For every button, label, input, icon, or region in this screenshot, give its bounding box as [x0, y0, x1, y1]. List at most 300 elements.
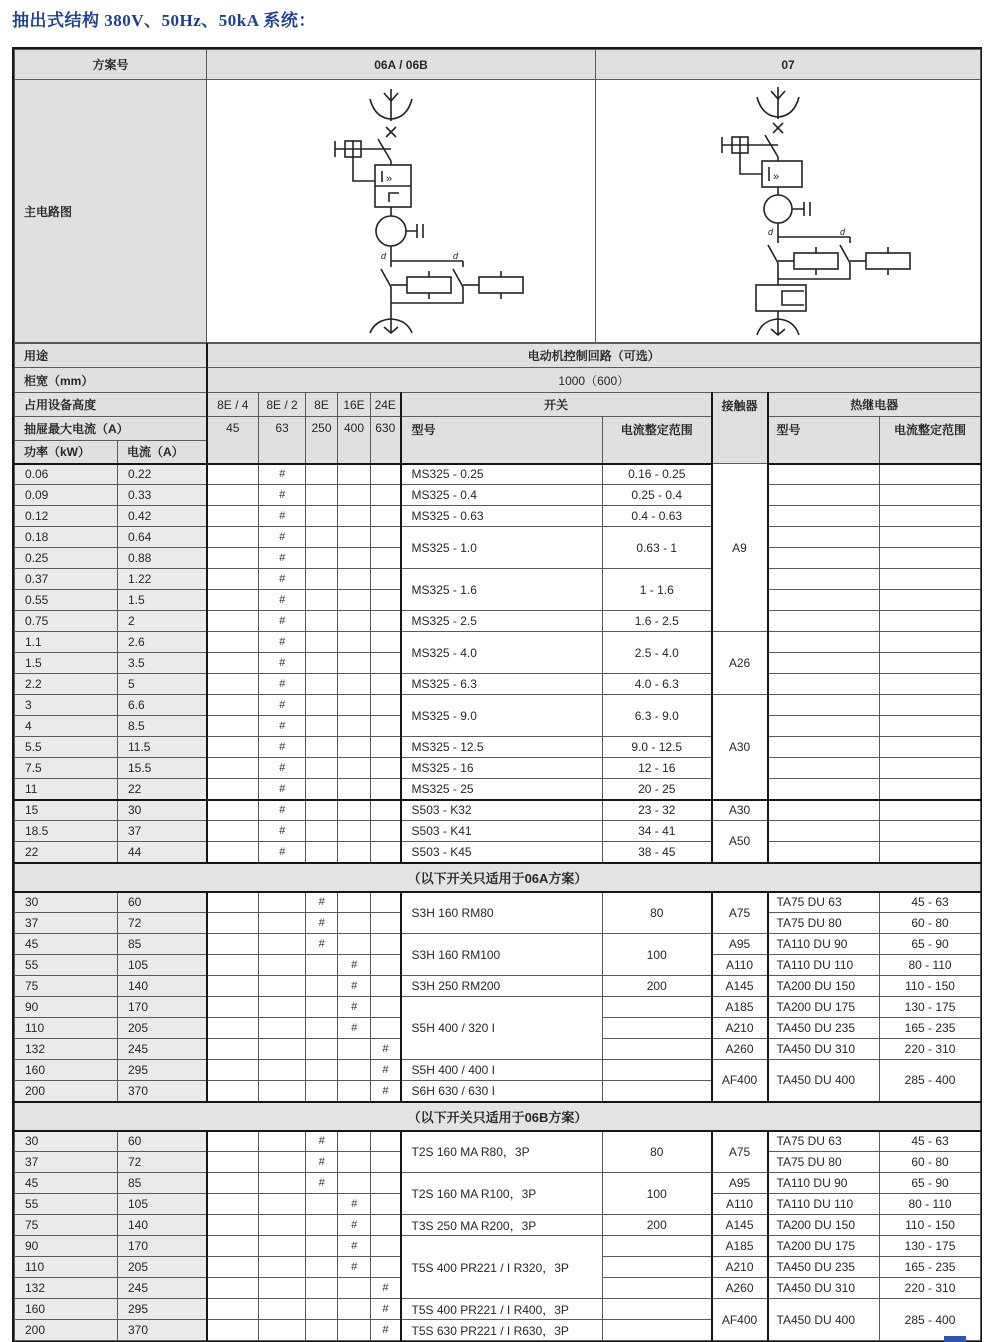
thermal-range-cell — [880, 464, 981, 485]
power-cell: 55 — [15, 1194, 118, 1215]
svg-text:»: » — [773, 171, 780, 183]
unit-mark-cell — [207, 674, 259, 695]
unit-mark-cell — [207, 569, 259, 590]
power-cell: 18.5 — [15, 821, 118, 842]
unit-mark-cell — [338, 1060, 371, 1081]
unit-mark-cell: # — [306, 934, 338, 955]
unit-mark-cell — [259, 1194, 306, 1215]
device-height-label-cell: 占用设备高度 — [15, 393, 207, 417]
power-cell: 30 — [15, 1131, 118, 1152]
unit-mark-cell — [338, 892, 371, 913]
power-cell: 0.55 — [15, 590, 118, 611]
unit-mark-cell — [207, 527, 259, 548]
unit-mark-cell — [259, 1278, 306, 1299]
thermal-model-cell — [768, 590, 880, 611]
current-cell: 170 — [118, 1236, 207, 1257]
unit-mark-cell — [338, 1299, 371, 1320]
unit-mark-cell — [306, 1320, 338, 1341]
unit-mark-cell — [306, 842, 338, 863]
unit-mark-cell — [306, 821, 338, 842]
unit-mark-cell — [306, 1060, 338, 1081]
unit-mark-cell — [338, 800, 371, 821]
unit-mark-cell — [259, 1236, 306, 1257]
unit-mark-cell — [338, 842, 371, 863]
unit-mark-cell — [338, 527, 371, 548]
unit-mark-cell — [259, 1173, 306, 1194]
thermal-model-cell: TA110 DU 110 — [768, 1194, 880, 1215]
switch-model-cell: S503 - K32 — [401, 800, 603, 821]
unit-mark-cell — [338, 1320, 371, 1341]
switch-range-cell — [603, 997, 712, 1018]
unit-mark-cell — [371, 892, 401, 913]
thermal-model-cell — [768, 695, 880, 716]
thermal-range-cell — [880, 632, 981, 653]
unit-mark-cell — [371, 590, 401, 611]
unit-mark-cell: # — [259, 548, 306, 569]
unit-mark-cell — [207, 485, 259, 506]
contactor-cell: A9 — [712, 464, 768, 632]
power-cell: 37 — [15, 913, 118, 934]
switch-range-cell — [603, 1278, 712, 1299]
current-cell: 30 — [118, 800, 207, 821]
thermal-range-cell — [880, 506, 981, 527]
contactor-group-header: 接触器 — [712, 393, 768, 464]
current-cell: 0.42 — [118, 506, 207, 527]
unit-mark-cell — [371, 737, 401, 758]
current-cell: 0.64 — [118, 527, 207, 548]
unit-mark-cell — [338, 1173, 371, 1194]
current-cell: 3.5 — [118, 653, 207, 674]
unit-mark-cell — [371, 653, 401, 674]
unit-mark-cell: # — [338, 997, 371, 1018]
unit-mark-cell — [207, 779, 259, 800]
current-cell: 140 — [118, 1215, 207, 1236]
thermal-model-cell: TA110 DU 90 — [768, 1173, 880, 1194]
switch-model-header: 型号 — [401, 417, 603, 464]
unit-mark-cell: # — [259, 716, 306, 737]
unit-mark-cell: # — [259, 674, 306, 695]
unit-mark-cell — [371, 1236, 401, 1257]
switch-model-cell: MS325 - 4.0 — [401, 632, 603, 674]
thermal-range-cell: 285 - 400 — [880, 1299, 981, 1341]
scheme-label-cell: 方案号 — [15, 50, 207, 80]
unit-mark-cell — [371, 934, 401, 955]
unit-mark-cell — [371, 758, 401, 779]
unit-mark-cell — [371, 716, 401, 737]
contactor-cell: A75 — [712, 892, 768, 934]
unit-mark-cell — [207, 1194, 259, 1215]
switch-model-cell: S3H 160 RM100 — [401, 934, 603, 976]
unit-mark-cell: # — [259, 590, 306, 611]
unit-mark-cell — [306, 464, 338, 485]
unit-mark-cell — [338, 548, 371, 569]
unit-mark-cell — [207, 934, 259, 955]
unit-mark-cell — [306, 1236, 338, 1257]
current-cell: 72 — [118, 913, 207, 934]
thermal-range-cell: 80 - 110 — [880, 1194, 981, 1215]
unit-mark-cell: # — [338, 976, 371, 997]
unit-mark-cell — [306, 779, 338, 800]
diagram-cell-07 — [596, 80, 981, 343]
cabinet-width-label-cell: 柜宽（mm） — [15, 368, 207, 393]
power-cell: 45 — [15, 934, 118, 955]
switch-model-cell: T2S 160 MA R100，3P — [401, 1173, 603, 1215]
unit-mark-cell — [259, 955, 306, 976]
unit-mark-cell: # — [259, 842, 306, 863]
power-cell: 110 — [15, 1257, 118, 1278]
thermal-model-cell: TA75 DU 80 — [768, 1152, 880, 1173]
unit-mark-cell: # — [338, 1018, 371, 1039]
switch-range-cell: 34 - 41 — [603, 821, 712, 842]
power-cell: 90 — [15, 1236, 118, 1257]
contactor-cell: A260 — [712, 1039, 768, 1060]
switch-model-cell: S5H 400 / 400 I — [401, 1060, 603, 1081]
unit-mark-cell — [259, 913, 306, 934]
unit-mark-cell — [207, 737, 259, 758]
unit-mark-cell — [371, 1194, 401, 1215]
main-circuit-diagram-06a-06b — [271, 87, 531, 335]
unit-mark-cell — [259, 1215, 306, 1236]
switch-range-cell — [603, 1018, 712, 1039]
unit-mark-cell: # — [338, 1194, 371, 1215]
unit-mark-cell — [207, 842, 259, 863]
unit-mark-cell — [207, 821, 259, 842]
unit-mark-cell — [371, 611, 401, 632]
unit-mark-cell — [338, 569, 371, 590]
switch-model-cell: MS325 - 2.5 — [401, 611, 603, 632]
cabinet-width-value-cell: 1000（600） — [207, 368, 981, 393]
thermal-range-cell: 80 - 110 — [880, 955, 981, 976]
unit-mark-cell — [306, 548, 338, 569]
current-cell: 1.22 — [118, 569, 207, 590]
unit-mark-cell — [207, 1173, 259, 1194]
unit-mark-cell — [306, 590, 338, 611]
current-cell: 245 — [118, 1039, 207, 1060]
thermal-model-cell — [768, 548, 880, 569]
scheme-diagram-table — [14, 49, 981, 343]
thermal-model-cell — [768, 464, 880, 485]
thermal-model-cell — [768, 653, 880, 674]
unit-mark-cell: # — [259, 737, 306, 758]
power-cell: 132 — [15, 1039, 118, 1060]
thermal-range-cell — [880, 611, 981, 632]
unit-mark-cell: # — [259, 821, 306, 842]
switch-model-cell: S6H 630 / 630 I — [401, 1081, 603, 1102]
unit-mark-cell — [338, 716, 371, 737]
unit-mark-cell: # — [338, 1215, 371, 1236]
power-cell: 5.5 — [15, 737, 118, 758]
unit-mark-cell — [371, 842, 401, 863]
thermal-model-cell: TA200 DU 175 — [768, 1236, 880, 1257]
thermal-range-cell: 130 - 175 — [880, 1236, 981, 1257]
unit-mark-cell — [259, 1257, 306, 1278]
current-cell: 140 — [118, 976, 207, 997]
thermal-model-cell — [768, 569, 880, 590]
unit-mark-cell — [306, 506, 338, 527]
unit-mark-cell — [338, 821, 371, 842]
power-cell: 15 — [15, 800, 118, 821]
thermal-range-cell: 60 - 80 — [880, 913, 981, 934]
switch-model-cell: MS325 - 0.4 — [401, 485, 603, 506]
thermal-model-cell — [768, 737, 880, 758]
unit-mark-cell — [207, 506, 259, 527]
unit-mark-cell: # — [371, 1060, 401, 1081]
switch-range-cell — [603, 1320, 712, 1341]
switch-range-cell: 6.3 - 9.0 — [603, 695, 712, 737]
unit-mark-cell — [259, 1039, 306, 1060]
current-cell: 370 — [118, 1320, 207, 1341]
thermal-model-cell — [768, 758, 880, 779]
unit-mark-cell: # — [371, 1039, 401, 1060]
unit-mark-cell — [371, 674, 401, 695]
switch-model-cell: S503 - K45 — [401, 842, 603, 863]
unit-mark-cell — [371, 913, 401, 934]
thermal-range-cell — [880, 800, 981, 821]
unit-mark-cell: # — [338, 1257, 371, 1278]
thermal-group-header: 热继电器 — [768, 393, 981, 417]
svg-text:d: d — [840, 227, 846, 237]
unit-mark-cell — [207, 1018, 259, 1039]
power-cell: 1.1 — [15, 632, 118, 653]
switch-range-cell: 80 — [603, 892, 712, 934]
switch-range-cell: 80 — [603, 1131, 712, 1173]
unit-mark-cell — [207, 695, 259, 716]
svg-text:»: » — [386, 173, 393, 185]
current-cell: 15.5 — [118, 758, 207, 779]
unit-mark-cell — [259, 997, 306, 1018]
unit-mark-cell — [207, 997, 259, 1018]
unit-mark-cell — [306, 527, 338, 548]
current-cell: 44 — [118, 842, 207, 863]
unit-mark-cell — [207, 1152, 259, 1173]
power-cell: 37 — [15, 1152, 118, 1173]
unit-mark-cell — [338, 464, 371, 485]
diagram-label-cell: 主电路图 — [15, 80, 207, 343]
current-cell: 0.88 — [118, 548, 207, 569]
unit-mark-cell — [259, 1320, 306, 1341]
unit-mark-cell — [306, 716, 338, 737]
unit-mark-cell — [371, 997, 401, 1018]
unit-mark-cell — [207, 716, 259, 737]
unit-mark-cell: # — [338, 1236, 371, 1257]
unit-mark-cell — [207, 1131, 259, 1152]
diagram-cell-06 — [207, 80, 596, 343]
unit-mark-cell — [207, 1060, 259, 1081]
power-cell: 55 — [15, 955, 118, 976]
power-cell: 160 — [15, 1299, 118, 1320]
unit-mark-cell: # — [338, 955, 371, 976]
unit-mark-cell — [207, 758, 259, 779]
thermal-model-cell — [768, 821, 880, 842]
thermal-range-cell — [880, 485, 981, 506]
unit-mark-cell — [259, 1131, 306, 1152]
unit-mark-cell: # — [306, 1152, 338, 1173]
thermal-model-cell: TA450 DU 310 — [768, 1278, 880, 1299]
thermal-range-cell — [880, 569, 981, 590]
contactor-cell: A95 — [712, 934, 768, 955]
unit-mark-cell — [207, 1299, 259, 1320]
contactor-cell: A95 — [712, 1173, 768, 1194]
switch-model-cell: MS325 - 9.0 — [401, 695, 603, 737]
thermal-model-cell — [768, 779, 880, 800]
unit-mark-cell — [306, 758, 338, 779]
unit-mark-cell — [259, 1152, 306, 1173]
unit-mark-cell: # — [371, 1081, 401, 1102]
unit-mark-cell — [306, 1257, 338, 1278]
unit-mark-cell — [207, 464, 259, 485]
switch-range-cell: 0.25 - 0.4 — [603, 485, 712, 506]
thermal-range-cell — [880, 779, 981, 800]
switch-range-cell: 38 - 45 — [603, 842, 712, 863]
unit-mark-cell — [371, 464, 401, 485]
thermal-range-cell: 60 - 80 — [880, 1152, 981, 1173]
unit-mark-cell — [306, 1215, 338, 1236]
unit-mark-cell — [306, 737, 338, 758]
switch-range-cell: 12 - 16 — [603, 758, 712, 779]
unit-mark-cell: # — [259, 527, 306, 548]
contactor-cell: A30 — [712, 695, 768, 800]
thermal-range-cell: 45 - 63 — [880, 1131, 981, 1152]
thermal-range-cell — [880, 758, 981, 779]
power-cell: 22 — [15, 842, 118, 863]
switch-model-cell: S503 - K41 — [401, 821, 603, 842]
current-cell: 2.6 — [118, 632, 207, 653]
thermal-range-cell — [880, 695, 981, 716]
switch-range-cell: 0.63 - 1 — [603, 527, 712, 569]
section-separator: （以下开关只适用于06B方案） — [15, 1102, 981, 1131]
current-cell: 2 — [118, 611, 207, 632]
drawer-current-cell: 630 — [371, 417, 401, 464]
thermal-model-cell: TA200 DU 150 — [768, 976, 880, 997]
current-cell: 1.5 — [118, 590, 207, 611]
current-cell: 6.6 — [118, 695, 207, 716]
svg-text:d: d — [381, 251, 387, 261]
height-unit-cell: 24E — [371, 393, 401, 417]
switch-model-cell: S3H 250 RM200 — [401, 976, 603, 997]
unit-mark-cell — [207, 1081, 259, 1102]
power-cell: 75 — [15, 1215, 118, 1236]
power-cell: 0.06 — [15, 464, 118, 485]
contactor-cell: A185 — [712, 1236, 768, 1257]
power-cell: 11 — [15, 779, 118, 800]
thermal-model-cell: TA450 DU 310 — [768, 1039, 880, 1060]
current-cell: 60 — [118, 1131, 207, 1152]
thermal-range-cell: 110 - 150 — [880, 1215, 981, 1236]
unit-mark-cell: # — [306, 1131, 338, 1152]
unit-mark-cell — [371, 1152, 401, 1173]
contactor-cell: A50 — [712, 821, 768, 863]
thermal-range-header: 电流整定范围 — [880, 417, 981, 464]
unit-mark-cell — [306, 632, 338, 653]
unit-mark-cell — [338, 1278, 371, 1299]
switch-model-cell: MS325 - 1.6 — [401, 569, 603, 611]
unit-mark-cell — [306, 1278, 338, 1299]
unit-mark-cell — [207, 590, 259, 611]
unit-mark-cell — [371, 527, 401, 548]
switch-model-cell: T5S 400 PR221 / I R320，3P — [401, 1236, 603, 1299]
unit-mark-cell: # — [259, 485, 306, 506]
unit-mark-cell: # — [306, 1173, 338, 1194]
unit-mark-cell — [259, 976, 306, 997]
unit-mark-cell — [371, 569, 401, 590]
power-label-cell: 功率（kW） — [15, 441, 118, 464]
thermal-range-cell — [880, 842, 981, 863]
unit-mark-cell — [207, 1257, 259, 1278]
switch-model-cell: MS325 - 6.3 — [401, 674, 603, 695]
switch-range-cell: 100 — [603, 934, 712, 976]
contactor-cell: A145 — [712, 1215, 768, 1236]
height-unit-cell: 8E — [306, 393, 338, 417]
switch-range-cell: 2.5 - 4.0 — [603, 632, 712, 674]
thermal-range-cell: 165 - 235 — [880, 1018, 981, 1039]
switch-model-cell: MS325 - 0.63 — [401, 506, 603, 527]
unit-mark-cell — [371, 800, 401, 821]
unit-mark-cell: # — [259, 800, 306, 821]
unit-mark-cell: # — [259, 464, 306, 485]
current-cell: 11.5 — [118, 737, 207, 758]
thermal-range-cell: 220 - 310 — [880, 1278, 981, 1299]
switch-range-cell: 200 — [603, 1215, 712, 1236]
current-cell: 105 — [118, 955, 207, 976]
current-cell: 85 — [118, 934, 207, 955]
unit-mark-cell — [338, 485, 371, 506]
unit-mark-cell — [338, 758, 371, 779]
switch-model-cell: S5H 400 / 320 I — [401, 997, 603, 1060]
power-cell: 3 — [15, 695, 118, 716]
thermal-range-cell: 65 - 90 — [880, 1173, 981, 1194]
thermal-model-cell: TA450 DU 235 — [768, 1257, 880, 1278]
unit-mark-cell — [207, 632, 259, 653]
svg-text:d: d — [453, 251, 459, 261]
thermal-model-cell — [768, 800, 880, 821]
switch-range-cell: 1 - 1.6 — [603, 569, 712, 611]
power-cell: 2.2 — [15, 674, 118, 695]
unit-mark-cell — [306, 485, 338, 506]
unit-mark-cell — [207, 1039, 259, 1060]
contactor-cell: A110 — [712, 955, 768, 976]
unit-mark-cell: # — [259, 611, 306, 632]
unit-mark-cell — [306, 1299, 338, 1320]
switch-range-cell: 0.16 - 0.25 — [603, 464, 712, 485]
switch-range-cell: 0.4 - 0.63 — [603, 506, 712, 527]
unit-mark-cell — [207, 913, 259, 934]
scheme-07-cell: 07 — [596, 50, 981, 80]
thermal-model-cell: TA75 DU 63 — [768, 1131, 880, 1152]
unit-mark-cell — [207, 1278, 259, 1299]
unit-mark-cell — [371, 1215, 401, 1236]
current-cell: 245 — [118, 1278, 207, 1299]
current-cell: 105 — [118, 1194, 207, 1215]
unit-mark-cell: # — [259, 779, 306, 800]
unit-mark-cell — [306, 653, 338, 674]
drawer-current-label-cell: 抽屉最大电流（A） — [15, 417, 207, 441]
power-cell: 160 — [15, 1060, 118, 1081]
unit-mark-cell — [207, 800, 259, 821]
thermal-range-cell: 220 - 310 — [880, 1039, 981, 1060]
unit-mark-cell — [259, 1081, 306, 1102]
thermal-model-cell: TA200 DU 150 — [768, 1215, 880, 1236]
current-cell: 295 — [118, 1299, 207, 1320]
unit-mark-cell — [338, 590, 371, 611]
unit-mark-cell — [207, 611, 259, 632]
unit-mark-cell — [207, 548, 259, 569]
unit-mark-cell — [338, 913, 371, 934]
thermal-range-cell: 45 - 63 — [880, 892, 981, 913]
thermal-range-cell: 165 - 235 — [880, 1257, 981, 1278]
unit-mark-cell: # — [306, 892, 338, 913]
unit-mark-cell — [371, 1173, 401, 1194]
switch-range-cell: 100 — [603, 1173, 712, 1215]
